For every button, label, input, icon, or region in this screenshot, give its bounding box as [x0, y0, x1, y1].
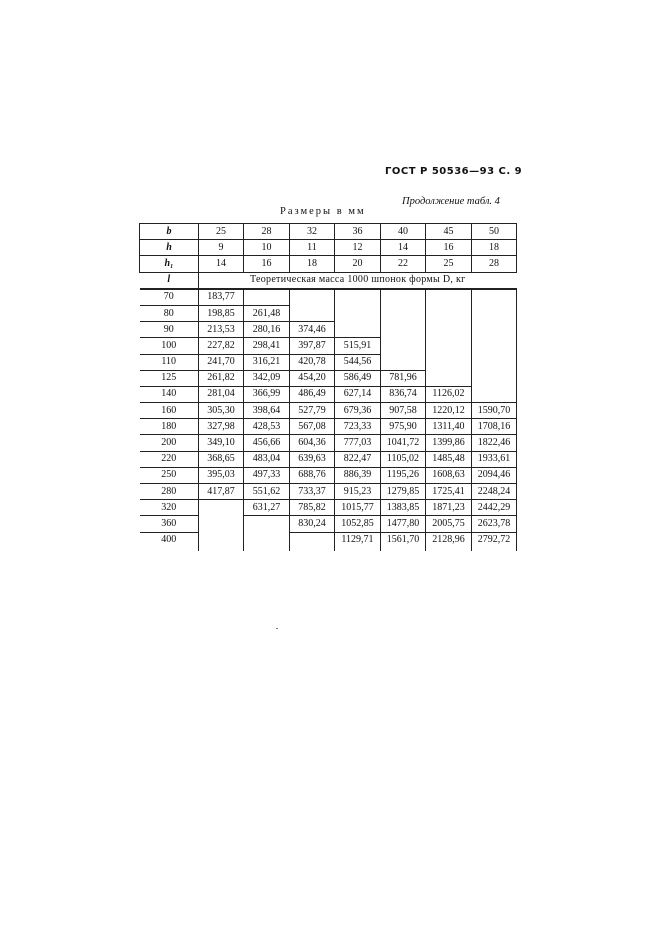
l-label: l — [140, 272, 199, 289]
table-row — [140, 484, 517, 500]
value-cell: 1477,80 — [381, 516, 426, 532]
value-cell — [426, 338, 472, 354]
value-cell: 1126,02 — [426, 386, 472, 402]
header-cell: 10 — [244, 240, 290, 256]
header-cell: 16 — [426, 240, 472, 256]
value-cell — [426, 354, 472, 370]
mass-table — [139, 223, 517, 551]
header-cell: 25 — [199, 224, 244, 240]
value-cell: 261,82 — [199, 370, 244, 386]
value-cell — [472, 386, 517, 402]
header-cell: 28 — [244, 224, 290, 240]
value-cell: 198,85 — [199, 305, 244, 321]
value-cell — [426, 370, 472, 386]
value-cell: 551,62 — [244, 484, 290, 500]
value-cell: 639,63 — [290, 451, 335, 467]
value-cell: 1608,63 — [426, 467, 472, 483]
table-row — [140, 289, 517, 306]
value-cell: 1725,41 — [426, 484, 472, 500]
value-cell: 2792,72 — [472, 532, 517, 551]
value-cell — [472, 370, 517, 386]
value-cell: 497,33 — [244, 467, 290, 483]
value-cell: 975,90 — [381, 419, 426, 435]
value-cell: 454,20 — [290, 370, 335, 386]
value-cell: 822,47 — [335, 451, 381, 467]
value-cell: 1561,70 — [381, 532, 426, 551]
value-cell — [472, 289, 517, 306]
header-cell: 14 — [199, 256, 244, 272]
length-cell: 280 — [140, 484, 199, 500]
value-cell: 1822,46 — [472, 435, 517, 451]
value-cell: 1933,61 — [472, 451, 517, 467]
table-continuation-label: Продолжение табл. 4 — [402, 196, 500, 207]
value-cell — [426, 322, 472, 338]
value-cell — [472, 305, 517, 321]
value-cell: 1041,72 — [381, 435, 426, 451]
header-cell: 20 — [335, 256, 381, 272]
value-cell: 1708,16 — [472, 419, 517, 435]
value-cell — [426, 289, 472, 306]
value-cell — [426, 305, 472, 321]
value-cell: 213,53 — [199, 322, 244, 338]
value-cell: 327,98 — [199, 419, 244, 435]
length-cell: 160 — [140, 403, 199, 419]
header-cell: 32 — [290, 224, 335, 240]
value-cell: 567,08 — [290, 419, 335, 435]
value-cell — [199, 500, 244, 516]
value-cell: 1052,85 — [335, 516, 381, 532]
value-cell: 366,99 — [244, 386, 290, 402]
value-cell: 2442,29 — [472, 500, 517, 516]
table-row — [140, 354, 517, 370]
value-cell: 2005,75 — [426, 516, 472, 532]
value-cell — [472, 354, 517, 370]
length-cell: 100 — [140, 338, 199, 354]
row-label: h₁ — [140, 256, 199, 272]
header-cell: 18 — [472, 240, 517, 256]
value-cell: 785,82 — [290, 500, 335, 516]
value-cell — [290, 532, 335, 551]
value-cell — [381, 354, 426, 370]
table-row — [140, 500, 517, 516]
dimensions-caption: Размеры в мм — [280, 206, 366, 217]
value-cell — [381, 289, 426, 306]
value-cell — [381, 305, 426, 321]
value-cell — [244, 289, 290, 306]
header-cell: 28 — [472, 256, 517, 272]
value-cell: 777,03 — [335, 435, 381, 451]
value-cell — [381, 322, 426, 338]
value-cell: 723,33 — [335, 419, 381, 435]
value-cell: 281,04 — [199, 386, 244, 402]
value-cell: 397,87 — [290, 338, 335, 354]
table-row — [140, 386, 517, 402]
value-cell — [381, 338, 426, 354]
value-cell: 604,36 — [290, 435, 335, 451]
value-cell: 1015,77 — [335, 500, 381, 516]
value-cell: 586,49 — [335, 370, 381, 386]
value-cell: 830,24 — [290, 516, 335, 532]
value-cell: 428,53 — [244, 419, 290, 435]
table-row — [140, 322, 517, 338]
value-cell: 1590,70 — [472, 403, 517, 419]
value-cell: 1383,85 — [381, 500, 426, 516]
value-cell: 183,77 — [199, 289, 244, 306]
table-row — [140, 451, 517, 467]
header-cell: 11 — [290, 240, 335, 256]
value-cell: 261,48 — [244, 305, 290, 321]
value-cell: 1279,85 — [381, 484, 426, 500]
value-cell: 627,14 — [335, 386, 381, 402]
value-cell — [472, 322, 517, 338]
value-cell: 483,04 — [244, 451, 290, 467]
value-cell — [199, 516, 244, 532]
value-cell: 836,74 — [381, 386, 426, 402]
table-row — [140, 467, 517, 483]
value-cell: 733,37 — [290, 484, 335, 500]
header-cell: 18 — [290, 256, 335, 272]
header-row — [140, 240, 517, 256]
value-cell: 527,79 — [290, 403, 335, 419]
table-row — [140, 338, 517, 354]
value-cell: 631,27 — [244, 500, 290, 516]
value-cell: 486,49 — [290, 386, 335, 402]
value-cell — [199, 532, 244, 551]
row-label: b — [140, 224, 199, 240]
value-cell — [335, 322, 381, 338]
table-row — [140, 532, 517, 551]
length-cell: 250 — [140, 467, 199, 483]
header-row — [140, 256, 517, 272]
header-cell: 16 — [244, 256, 290, 272]
length-cell: 90 — [140, 322, 199, 338]
length-cell: 110 — [140, 354, 199, 370]
value-cell: 316,21 — [244, 354, 290, 370]
value-cell: 280,16 — [244, 322, 290, 338]
value-cell: 2128,96 — [426, 532, 472, 551]
value-cell: 515,91 — [335, 338, 381, 354]
length-cell: 125 — [140, 370, 199, 386]
value-cell: 227,82 — [199, 338, 244, 354]
mass-title: Теоретическая масса 1000 шпонок формы D, кг — [199, 272, 517, 289]
value-cell — [335, 289, 381, 306]
value-cell: 456,66 — [244, 435, 290, 451]
value-cell: 368,65 — [199, 451, 244, 467]
value-cell: 349,10 — [199, 435, 244, 451]
value-cell — [472, 338, 517, 354]
value-cell: 342,09 — [244, 370, 290, 386]
value-cell: 398,64 — [244, 403, 290, 419]
header-cell: 25 — [426, 256, 472, 272]
value-cell: 1129,71 — [335, 532, 381, 551]
length-cell: 320 — [140, 500, 199, 516]
header-cell: 36 — [335, 224, 381, 240]
length-cell: 220 — [140, 451, 199, 467]
length-cell: 360 — [140, 516, 199, 532]
length-cell: 80 — [140, 305, 199, 321]
value-cell — [290, 305, 335, 321]
value-cell: 1105,02 — [381, 451, 426, 467]
header-cell: 50 — [472, 224, 517, 240]
value-cell: 679,36 — [335, 403, 381, 419]
value-cell: 1485,48 — [426, 451, 472, 467]
header-cell: 22 — [381, 256, 426, 272]
table-row — [140, 370, 517, 386]
stray-mark — [276, 628, 278, 629]
value-cell — [244, 532, 290, 551]
table-row — [140, 403, 517, 419]
length-cell: 140 — [140, 386, 199, 402]
value-cell — [244, 516, 290, 532]
table-row — [140, 435, 517, 451]
value-cell: 305,30 — [199, 403, 244, 419]
value-cell: 395,03 — [199, 467, 244, 483]
value-cell: 1399,86 — [426, 435, 472, 451]
value-cell: 1220,12 — [426, 403, 472, 419]
header-cell: 12 — [335, 240, 381, 256]
value-cell: 420,78 — [290, 354, 335, 370]
value-cell: 2248,24 — [472, 484, 517, 500]
value-cell: 1871,23 — [426, 500, 472, 516]
length-cell: 400 — [140, 532, 199, 551]
value-cell: 907,58 — [381, 403, 426, 419]
value-cell: 298,41 — [244, 338, 290, 354]
length-cell: 180 — [140, 419, 199, 435]
value-cell: 2094,46 — [472, 467, 517, 483]
header-cell: 14 — [381, 240, 426, 256]
value-cell: 544,56 — [335, 354, 381, 370]
table-row — [140, 419, 517, 435]
mass-title-row — [140, 272, 517, 289]
value-cell — [335, 305, 381, 321]
header-cell: 9 — [199, 240, 244, 256]
header-row — [140, 224, 517, 240]
value-cell: 886,39 — [335, 467, 381, 483]
value-cell: 1311,40 — [426, 419, 472, 435]
table-row — [140, 305, 517, 321]
value-cell: 1195,26 — [381, 467, 426, 483]
header-cell: 40 — [381, 224, 426, 240]
value-cell: 417,87 — [199, 484, 244, 500]
value-cell — [290, 289, 335, 306]
length-cell: 70 — [140, 289, 199, 306]
page-header: ГОСТ Р 50536—93 С. 9 — [385, 166, 523, 177]
value-cell: 374,46 — [290, 322, 335, 338]
value-cell: 688,76 — [290, 467, 335, 483]
length-cell: 200 — [140, 435, 199, 451]
value-cell: 915,23 — [335, 484, 381, 500]
header-cell: 45 — [426, 224, 472, 240]
table-row — [140, 516, 517, 532]
value-cell: 781,96 — [381, 370, 426, 386]
value-cell: 2623,78 — [472, 516, 517, 532]
row-label: h — [140, 240, 199, 256]
value-cell: 241,70 — [199, 354, 244, 370]
